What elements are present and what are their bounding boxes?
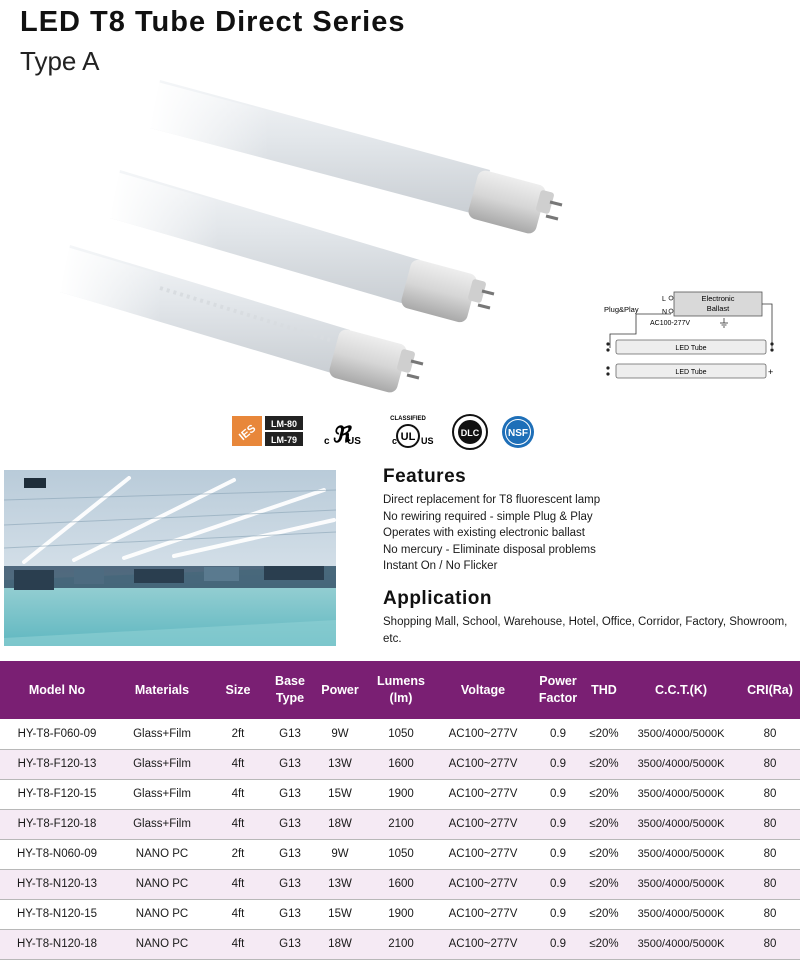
cell-power: 9W xyxy=(314,719,366,749)
dlc-logo xyxy=(453,415,487,449)
ballast-label-2: Ballast xyxy=(706,304,730,313)
cell-lumens: 1900 xyxy=(366,779,436,809)
voltage-label: AC100-277V xyxy=(650,320,691,327)
cell-size: 4ft xyxy=(210,809,266,839)
cell-pf: 0.9 xyxy=(530,749,586,779)
led-tube-label-2: LED Tube xyxy=(675,369,707,376)
certification-logos xyxy=(232,412,552,452)
cell-thd: ≤20% xyxy=(586,809,622,839)
cell-cri: 80 xyxy=(740,779,800,809)
col-header: Model No xyxy=(28,682,86,697)
cell-cct: 3500/4000/5000K xyxy=(622,839,740,869)
col-header: Power Factor xyxy=(538,674,578,705)
cell-voltage: AC100~277V xyxy=(436,899,530,929)
cell-model: HY-T8-N060-09 xyxy=(0,839,114,869)
cell-voltage: AC100~277V xyxy=(436,779,530,809)
table-row xyxy=(0,719,800,749)
col-header: Lumens (lm) xyxy=(377,674,425,705)
cell-base: G13 xyxy=(266,929,314,959)
led-tube-label-1: LED Tube xyxy=(675,345,707,352)
cell-base: G13 xyxy=(266,839,314,869)
cul-classified-logo xyxy=(390,416,433,447)
factory-interior-photo xyxy=(4,470,336,646)
feature-item: Direct replacement for T8 fluorescent lamp xyxy=(383,494,601,506)
application-text: Shopping Mall, School, Warehouse, Hotel, Office, Corridor, Factory, Showroom, etc. xyxy=(383,616,788,645)
cell-pf: 0.9 xyxy=(530,779,586,809)
cell-materials: Glass+Film xyxy=(114,719,210,749)
table-row xyxy=(0,749,800,779)
cell-cri: 80 xyxy=(740,839,800,869)
cell-materials: NANO PC xyxy=(114,929,210,959)
cell-cct: 3500/4000/5000K xyxy=(622,809,740,839)
cell-materials: Glass+Film xyxy=(114,779,210,809)
cell-pf: 0.9 xyxy=(530,719,586,749)
svg-text:US: US xyxy=(421,436,434,446)
cell-voltage: AC100~277V xyxy=(436,749,530,779)
spec-table xyxy=(0,661,800,960)
cell-cri: 80 xyxy=(740,809,800,839)
feature-item: No mercury - Eliminate disposal problems xyxy=(383,543,596,556)
cell-voltage: AC100~277V xyxy=(436,869,530,899)
cell-lumens: 2100 xyxy=(366,809,436,839)
cell-pf: 0.9 xyxy=(530,899,586,929)
features-list xyxy=(383,492,793,575)
cell-pf: 0.9 xyxy=(530,839,586,869)
cell-size: 4ft xyxy=(210,869,266,899)
svg-text:c: c xyxy=(324,436,330,447)
cell-cct: 3500/4000/5000K xyxy=(622,929,740,959)
cell-materials: NANO PC xyxy=(114,839,210,869)
cell-model: HY-T8-F120-15 xyxy=(0,779,114,809)
cell-model: HY-T8-N120-18 xyxy=(0,929,114,959)
feature-item: Operates with existing electronic ballast xyxy=(383,527,585,540)
cell-base: G13 xyxy=(266,869,314,899)
cell-voltage: AC100~277V xyxy=(436,719,530,749)
table-row xyxy=(0,869,800,899)
table-row xyxy=(0,839,800,869)
cell-model: HY-T8-F060-09 xyxy=(0,719,114,749)
col-header: C.C.T.(K) xyxy=(654,682,708,697)
cell-size: 4ft xyxy=(210,929,266,959)
col-header: CRI(Ra) xyxy=(747,682,793,697)
cell-thd: ≤20% xyxy=(586,779,622,809)
cell-base: G13 xyxy=(266,899,314,929)
cell-thd: ≤20% xyxy=(586,929,622,959)
svg-text:DLC: DLC xyxy=(460,428,480,438)
svg-text:ℜ: ℜ xyxy=(332,422,350,447)
wiring-diagram xyxy=(596,290,786,390)
svg-text:c: c xyxy=(392,436,398,446)
page-subtitle: Type A xyxy=(20,46,100,76)
cell-power: 13W xyxy=(314,749,366,779)
svg-text:LM-79: LM-79 xyxy=(270,435,298,445)
application-section xyxy=(383,588,793,648)
cell-cri: 80 xyxy=(740,749,800,779)
cell-materials: NANO PC xyxy=(114,869,210,899)
cell-model: HY-T8-F120-13 xyxy=(0,749,114,779)
cell-power: 9W xyxy=(314,839,366,869)
cell-cct: 3500/4000/5000K xyxy=(622,719,740,749)
cell-thd: ≤20% xyxy=(586,749,622,779)
cell-base: G13 xyxy=(266,779,314,809)
cell-cri: 80 xyxy=(740,899,800,929)
cell-base: G13 xyxy=(266,719,314,749)
cell-size: 4ft xyxy=(210,899,266,929)
svg-text:IES: IES xyxy=(236,422,259,444)
cell-model: HY-T8-N120-13 xyxy=(0,869,114,899)
cell-power: 15W xyxy=(314,899,366,929)
table-row xyxy=(0,809,800,839)
cell-cct: 3500/4000/5000K xyxy=(622,749,740,779)
table-row xyxy=(0,929,800,959)
line-n-label: N xyxy=(662,309,668,316)
svg-text:NSF: NSF xyxy=(508,428,528,439)
application-title: Application xyxy=(383,588,492,609)
ies-lm-logo xyxy=(232,416,303,446)
cell-pf: 0.9 xyxy=(530,929,586,959)
col-header: Size xyxy=(225,682,251,697)
features-title: Features xyxy=(383,466,467,487)
cell-lumens: 1600 xyxy=(366,749,436,779)
plug-play-label: Plug&Play xyxy=(604,305,639,314)
cell-voltage: AC100~277V xyxy=(436,809,530,839)
col-header: Voltage xyxy=(460,682,506,697)
cell-materials: NANO PC xyxy=(114,899,210,929)
svg-text:UL: UL xyxy=(400,431,416,443)
cell-base: G13 xyxy=(266,749,314,779)
cell-cri: 80 xyxy=(740,869,800,899)
cell-thd: ≤20% xyxy=(586,869,622,899)
page-title: LED T8 Tube Direct Series xyxy=(20,6,406,38)
cell-lumens: 1050 xyxy=(366,719,436,749)
cell-cct: 3500/4000/5000K xyxy=(622,899,740,929)
svg-text:CLASSIFIED: CLASSIFIED xyxy=(390,416,426,422)
cell-thd: ≤20% xyxy=(586,899,622,929)
col-header: Materials xyxy=(134,682,190,697)
cell-cct: 3500/4000/5000K xyxy=(622,869,740,899)
col-header: THD xyxy=(591,682,617,697)
cell-size: 2ft xyxy=(210,719,266,749)
col-header: Base Type xyxy=(275,674,305,705)
cell-lumens: 2100 xyxy=(366,929,436,959)
cell-power: 18W xyxy=(314,929,366,959)
ballast-label-1: Electronic xyxy=(701,294,735,303)
cell-size: 4ft xyxy=(210,749,266,779)
cell-power: 13W xyxy=(314,869,366,899)
cell-power: 15W xyxy=(314,779,366,809)
col-header: Power xyxy=(321,682,359,697)
cell-cri: 80 xyxy=(740,719,800,749)
cell-voltage: AC100~277V xyxy=(436,929,530,959)
nsf-logo xyxy=(502,416,534,448)
cell-cri: 80 xyxy=(740,929,800,959)
svg-text:US: US xyxy=(347,436,361,447)
cell-power: 18W xyxy=(314,809,366,839)
cell-size: 2ft xyxy=(210,839,266,869)
cell-pf: 0.9 xyxy=(530,809,586,839)
cell-voltage: AC100~277V xyxy=(436,839,530,869)
cell-base: G13 xyxy=(266,809,314,839)
svg-text:LM-80: LM-80 xyxy=(270,419,298,429)
cell-thd: ≤20% xyxy=(586,839,622,869)
cell-materials: Glass+Film xyxy=(114,749,210,779)
cell-pf: 0.9 xyxy=(530,869,586,899)
table-row xyxy=(0,899,800,929)
plus-label: + xyxy=(768,367,774,377)
line-l-label: L xyxy=(662,296,666,303)
cell-thd: ≤20% xyxy=(586,719,622,749)
cell-model: HY-T8-F120-18 xyxy=(0,809,114,839)
ul-listed-logo xyxy=(324,422,361,447)
cell-lumens: 1050 xyxy=(366,839,436,869)
cell-size: 4ft xyxy=(210,779,266,809)
feature-item: No rewiring required - simple Plug & Play xyxy=(383,510,593,523)
feature-item: Instant On / No Flicker xyxy=(383,560,498,573)
features-section xyxy=(383,466,793,575)
cell-model: HY-T8-N120-15 xyxy=(0,899,114,929)
table-row xyxy=(0,779,800,809)
table-header-row xyxy=(0,661,800,719)
cell-cct: 3500/4000/5000K xyxy=(622,779,740,809)
cell-lumens: 1600 xyxy=(366,869,436,899)
cell-lumens: 1900 xyxy=(366,899,436,929)
cell-materials: Glass+Film xyxy=(114,809,210,839)
